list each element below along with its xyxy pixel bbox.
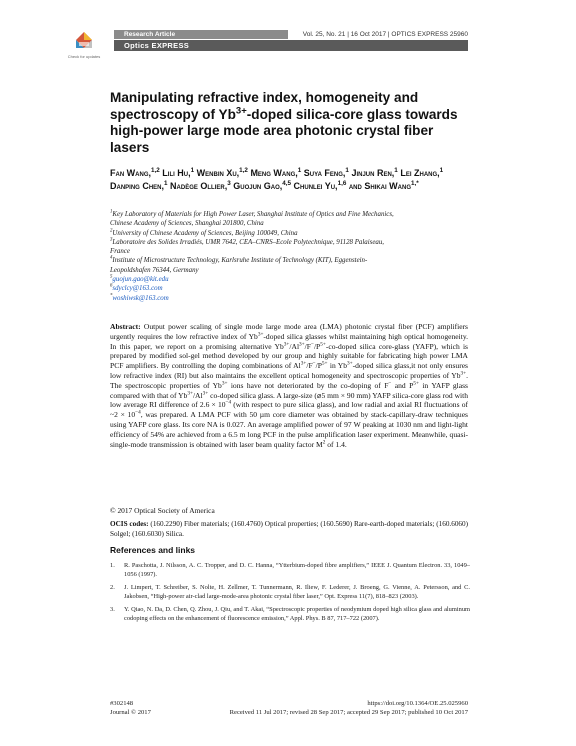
affiliation-line: [110, 238, 470, 247]
abstract-text: in Yb: [327, 361, 347, 371]
abstract-text: /F: [304, 341, 311, 351]
footer-left: [110, 699, 151, 717]
affiliation-line: [110, 219, 470, 228]
abstract-superscript: 3+: [300, 360, 307, 367]
author-name: Wenbin Xu,: [196, 168, 240, 178]
affiliation-line: [110, 210, 470, 219]
abstract-superscript: 5+: [321, 360, 328, 367]
affiliation-list: [110, 210, 470, 303]
ocis-label: OCIS codes:: [110, 520, 149, 528]
abstract: [110, 322, 468, 449]
author: [110, 181, 168, 191]
author: [304, 168, 349, 178]
reference-item: [110, 562, 470, 579]
article-id: #302148: [110, 700, 134, 707]
author: [294, 181, 347, 191]
doi-link[interactable]: https://doi.org/10.1364/OE.25.025960: [367, 700, 468, 707]
author-affiliation-mark: 1: [394, 167, 398, 174]
affiliation-text: Chinese Academy of Sciences, Shanghai 201800, China: [110, 220, 264, 228]
abstract-text: ions have not deteriorated by the co-doping of F: [227, 380, 389, 390]
abstract-superscript: 3+: [187, 390, 193, 397]
journal-copyright: Journal © 2017: [110, 709, 151, 716]
author: [110, 168, 160, 178]
abstract-superscript: 3+: [299, 341, 305, 348]
email-link[interactable]: sdyclcy@163.com: [112, 285, 163, 293]
abstract-text: , was prepared. A LMA PCF with 50 µm core diameter was obtained by stack-capillary-draw techniques using YAFP core glass. Its core NA is 0.027. An average amplified power of 97 W peaking at 1030 nm and light-light efficiency of 54% are achieved from a 6.5 m long PCF in the pulse amplification laser experiment. Meanwhile, quasi-single-mode transmission is obtained with laser beam quality factor M: [110, 410, 468, 449]
abstract-superscript: −4: [135, 409, 141, 416]
affiliation-line: [110, 266, 470, 275]
author-affiliation-mark: 1: [190, 167, 195, 174]
author-affiliation-mark: 1: [345, 167, 349, 174]
email-link[interactable]: guojun.gao@kit.edu: [112, 276, 169, 284]
abstract-text: /F: [306, 361, 313, 371]
author-name: and Shikai Wang: [348, 181, 412, 191]
author-affiliation-mark: 1,2: [239, 167, 248, 174]
affiliation-text: Laboratoire des Solides Irradiés, UMR 7642, CEA–CNRS–Ecole Polytechnique, 91128 Palaiseau,: [112, 238, 384, 246]
affiliation-text: Leopoldshafen 76344, Germany: [110, 266, 199, 274]
abstract-superscript: 3+: [460, 370, 467, 377]
abstract-text: -doped silica glass,it not only ensures low refractive index (RI) but also maintains the excellent optical homogeneity and spectroscopic properties of Yb: [110, 361, 468, 380]
author: [400, 168, 443, 178]
affiliation-text: Institute of Microstructure Technology, Karlsruhe Institute of Technology (KIT), Eggenstein-: [112, 257, 368, 265]
affiliation-line: [110, 229, 470, 238]
reference-list: [110, 562, 470, 629]
author-affiliation-mark: 1,2: [151, 167, 160, 174]
author-affiliation-mark: 4,5: [282, 180, 292, 187]
journal-name: Optics EXPRESS: [124, 41, 190, 50]
reference-number: 2.: [110, 584, 115, 592]
reference-text: J. Limpert, T. Schreiber, S. Nolte, H. Zellmer, T. Tunnermann, R. Iliew, F. Lederer, J. Broeng, G. Vienne, A. Petersson, and C. Jakobsen, “High-power air-clad large-mode-area photonic crystal fiber laser,” Opt. Express 11(7), 818–823 (2003).: [124, 584, 470, 600]
author-affiliation-mark: 3: [227, 180, 231, 187]
reference-number: 3.: [110, 606, 115, 614]
abstract-text: and P: [391, 380, 414, 390]
reference-text: R. Paschotta, J. Nilsson, A. C. Tropper, and D. C. Hanna, “Ytterbium-doped fibre amplifiers,” IEEE J. Quantum Electron. 33, 1049–1056 (1997).: [124, 562, 470, 578]
affiliation-text: France: [110, 248, 130, 256]
copyright-notice: © 2017 Optical Society of America: [110, 506, 215, 515]
author-affiliation-mark: 1,*: [411, 180, 419, 187]
author-name: Suya Feng,: [303, 168, 346, 178]
affiliation-text: University of Chinese Academy of Sciences, Beijing 100049, China: [112, 229, 298, 237]
journal-volume-info: Vol. 25, No. 21 | 16 Oct 2017 | OPTICS EXPRESS 25960: [302, 31, 468, 38]
abstract-superscript: 5+: [413, 380, 419, 387]
abstract-text: /P: [315, 361, 322, 371]
author-name: Jinjun Ren,: [351, 168, 395, 178]
author: [233, 181, 291, 191]
author: [170, 181, 231, 191]
email-mark: 5: [110, 274, 113, 280]
author-name: Chunlei Yu,: [293, 181, 338, 191]
affiliation-text: Key Laboratory of Materials for High Power Laser, Shanghai Institute of Optics and Fine Mechanics,: [112, 211, 394, 218]
reference-item: [110, 606, 470, 623]
author: [349, 181, 419, 191]
affiliation-mark: 4: [110, 256, 113, 262]
author: [250, 168, 301, 178]
author-list: [110, 167, 470, 193]
abstract-superscript: 5+: [320, 341, 326, 348]
footer-right: [200, 699, 468, 717]
abstract-superscript: 3+: [257, 331, 264, 338]
abstract-text: . The spectroscopic properties of Yb: [110, 370, 468, 390]
abstract-superscript: 3+: [202, 390, 209, 397]
article-type-label: Research Article: [124, 31, 176, 38]
abstract-text: in YAFP glass compared with that of Yb: [110, 380, 468, 400]
ocis-text: (160.2290) Fiber materials; (160.4760) Optical properties; (160.5690) Rare-earth-doped materials; (160.6060) Solgel; (160.6030) Silica.: [110, 520, 468, 538]
abstract-superscript: −: [310, 341, 314, 348]
abstract-text: /Al: [289, 341, 300, 351]
abstract-superscript: −: [312, 360, 316, 367]
affiliation-mark: 1: [110, 209, 113, 215]
author-name: Fan Wang,: [110, 168, 151, 178]
abstract-text: /P: [313, 341, 321, 351]
abstract-text: -doped silica glasses whilst maintaining high optical homogeneity. In this paper, we report on a promising alternative Yb: [110, 331, 468, 351]
reference-text: Y. Qiao, N. Da, D. Chen, Q. Zhou, J. Qiu, and T. Akai, “Spectroscopic properties of neodymium doped high silica glass and aluminum codoping effects on the enhancement of fluorescence emission,” Appl. Phys. B 87, 717–722 (2007).: [124, 606, 470, 622]
abstract-text: -co-doped silica core-glass (YAFP), which is prepared by modified sol-gel method developed by our group and highly suitable for fabricating high power LMA PCF amplifiers. By controlling the doping combinations of Al: [110, 341, 468, 371]
email-mark: *: [110, 293, 113, 299]
references-heading: References and links: [110, 545, 196, 555]
author-affiliation-mark: 1: [297, 167, 302, 174]
crossmark-icon[interactable]: [66, 30, 102, 68]
author-name: Lili Hu,: [162, 168, 191, 178]
crossmark-caption: Check for updates: [67, 54, 101, 59]
author: [162, 168, 194, 178]
author-name: Nadège Ollier,: [170, 181, 228, 191]
abstract-superscript: 3+: [347, 360, 353, 367]
author-name: Lei Zhang,: [400, 168, 440, 178]
reference-item: [110, 584, 470, 601]
affiliation-mark: 2: [110, 228, 113, 234]
author-affiliation-mark: 1,6: [337, 180, 347, 187]
email-line: [110, 294, 470, 303]
author-name: Danping Chen,: [110, 181, 165, 191]
affiliation-mark: 3: [110, 237, 113, 243]
abstract-text: of 1.4.: [325, 439, 347, 449]
author: [197, 168, 248, 178]
email-link[interactable]: woshiwsk@163.com: [112, 294, 169, 302]
publication-dates: Received 11 Jul 2017; revised 28 Sep 2017; accepted 29 Sep 2017; published 10 Oct 2017: [229, 709, 468, 716]
abstract-superscript: −4: [225, 399, 232, 406]
abstract-text: /Al: [192, 390, 203, 400]
abstract-superscript: −: [388, 380, 392, 387]
abstract-text: Output power scaling of single mode large mode area (LMA) photonic crystal fiber (PCF) amplifiers urgently requires the low refractive index of Yb: [110, 322, 468, 341]
email-mark: 6: [110, 284, 113, 290]
author-affiliation-mark: 1: [164, 180, 168, 187]
abstract-superscript: 3+: [221, 380, 228, 387]
author-affiliation-mark: 1: [439, 167, 444, 174]
email-line: [110, 284, 470, 293]
ocis-codes: [110, 520, 468, 539]
author-name: Meng Wang,: [250, 168, 298, 178]
email-line: [110, 275, 470, 284]
abstract-label: Abstract:: [110, 322, 141, 331]
abstract-text: co-doped silica glass. A large-size (⌀5 mm × 90 mm) YAFP silica-core glass rod with low average RI difference of 2.6 × 10: [110, 390, 469, 410]
affiliation-line: [110, 247, 470, 256]
abstract-superscript: 3+: [283, 341, 290, 348]
abstract-text: (with respect to pure silica glass), and low radial and axial RI fluctuations of ~2 × 10: [110, 400, 468, 420]
article-title: Manipulating refractive index, homogeneity and spectroscopy of $Yb^{3+}$-doped silica-core glass towards high-power large mode area photonic crystal fiber lasers: [110, 90, 458, 155]
abstract-superscript: 2: [322, 439, 326, 446]
affiliation-line: [110, 256, 470, 265]
author: [351, 168, 397, 178]
author-name: Guojun Gao,: [233, 181, 283, 191]
reference-number: 1.: [110, 562, 115, 569]
